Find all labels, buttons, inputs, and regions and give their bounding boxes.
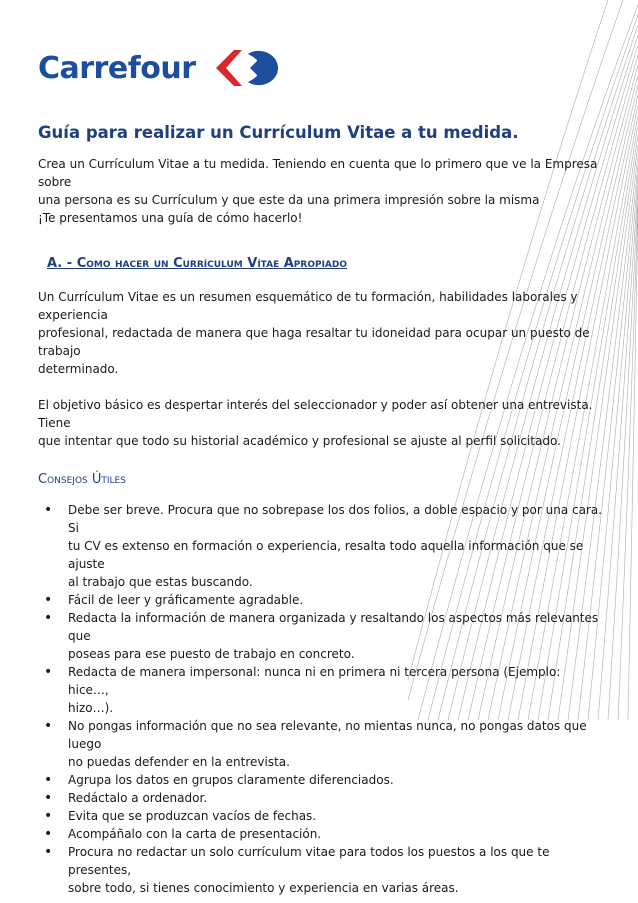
objective-paragraph bbox=[38, 396, 604, 450]
list-item bbox=[38, 771, 604, 789]
tips-list bbox=[38, 501, 604, 897]
list-item-line: • Fácil de leer y gráficamente agradable. bbox=[68, 593, 304, 607]
list-item-line: • No pongas información que no sea relevante, no mientas nunca, no pongas datos que luego bbox=[68, 719, 587, 751]
carrefour-mark-icon bbox=[212, 48, 286, 88]
paragraph-line: profesional, redactada de manera que haga resaltar tu idoneidad para ocupar un puesto de trabajo bbox=[38, 326, 590, 358]
paragraph-line: que intentar que todo su historial académico y profesional se ajuste al perfil solicitado. bbox=[38, 434, 561, 448]
intro-paragraph bbox=[38, 155, 604, 227]
section-a-heading: A. - Como hacer un Currículum Vítae Apropiado bbox=[47, 256, 348, 271]
list-item bbox=[38, 609, 604, 663]
list-item-line: • Redáctalo a ordenador. bbox=[68, 791, 208, 805]
list-item bbox=[38, 663, 604, 717]
list-item bbox=[38, 825, 604, 843]
page-title: Guía para realizar un Currículum Vitae a tu medida. bbox=[38, 123, 519, 142]
list-item bbox=[38, 591, 604, 609]
list-item bbox=[38, 807, 604, 825]
list-item bbox=[38, 717, 604, 771]
list-item-line: • Procura no redactar un solo currículum vitae para todos los puestos a los que te presentes, bbox=[68, 845, 550, 877]
list-item bbox=[38, 501, 604, 591]
paragraph-line: Un Currículum Vitae es un resumen esquemático de tu formación, habilidades laborales y experiencia bbox=[38, 290, 578, 322]
list-item bbox=[38, 843, 604, 897]
list-item-line: no puedas defender en la entrevista. bbox=[68, 755, 290, 769]
intro-line: Crea un Currículum Vitae a tu medida. Teniendo en cuenta que lo primero que ve la Empresa sobre bbox=[38, 157, 598, 189]
list-item-line: • Acompáñalo con la carta de presentación. bbox=[68, 827, 322, 841]
definition-paragraph bbox=[38, 288, 604, 378]
list-item-line: • Evita que se produzcan vacíos de fechas. bbox=[68, 809, 317, 823]
paragraph-line: determinado. bbox=[38, 362, 119, 376]
document-body bbox=[38, 122, 604, 897]
list-item-line: poseas para ese puesto de trabajo en concreto. bbox=[68, 647, 355, 661]
brand-name: Carrefour bbox=[38, 50, 196, 86]
list-item-line: • Redacta la información de manera organizada y resaltando los aspectos más relevantes que bbox=[68, 611, 599, 643]
tips-heading: Consejos Útiles bbox=[38, 472, 126, 487]
intro-line: una persona es su Currículum y que este da una primera impresión sobre la misma bbox=[38, 193, 540, 207]
list-item bbox=[38, 789, 604, 807]
list-item-line: • Redacta de manera impersonal: nunca ni en primera ni tercera persona (Ejemplo: hice…, bbox=[68, 665, 561, 697]
list-item-line: • Agrupa los datos en grupos claramente diferenciados. bbox=[68, 773, 394, 787]
list-item-line: hizo…). bbox=[68, 701, 114, 715]
intro-line: ¡Te presentamos una guía de cómo hacerlo! bbox=[38, 211, 303, 225]
list-item-line: tu CV es extenso en formación o experiencia, resalta todo aquella información que se ajuste bbox=[68, 539, 584, 571]
carrefour-logo bbox=[38, 48, 286, 88]
list-item-line: • Debe ser breve. Procura que no sobrepase los dos folios, a doble espacio y por una cara. Si bbox=[68, 503, 603, 535]
list-item-line: al trabajo que estas buscando. bbox=[68, 575, 253, 589]
paragraph-line: El objetivo básico es despertar interés del seleccionador y poder así obtener una entrevista. Tiene bbox=[38, 398, 593, 430]
list-item-line: sobre todo, si tienes conocimiento y experiencia en varias áreas. bbox=[68, 881, 459, 895]
